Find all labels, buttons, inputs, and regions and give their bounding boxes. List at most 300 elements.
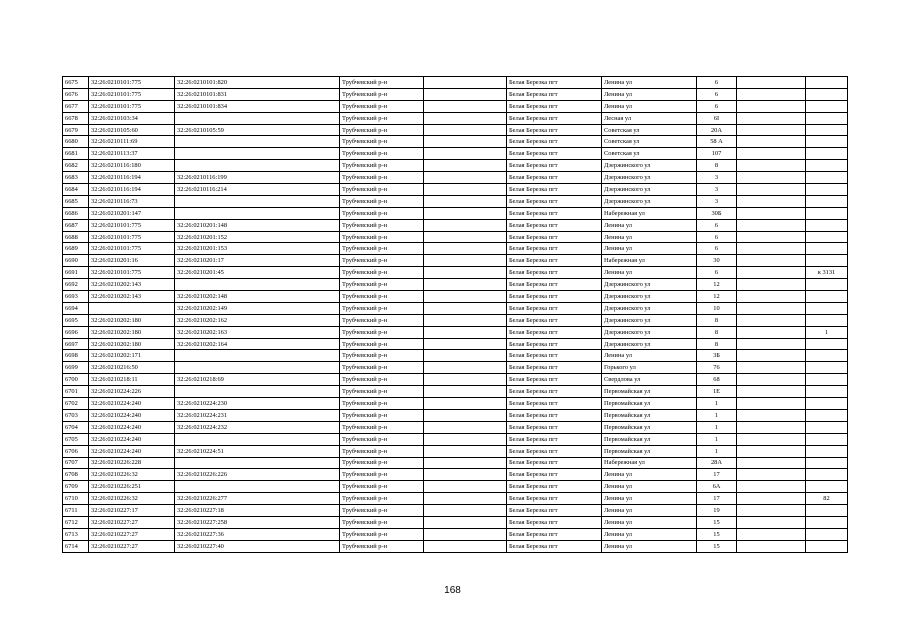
district-cell: Трубчевский р-н xyxy=(340,77,424,89)
settlement-cell: Белая Березка пгт xyxy=(507,219,602,231)
settlement-cell: Белая Березка пгт xyxy=(507,124,602,136)
apartment-cell xyxy=(806,243,848,255)
settlement-cell: Белая Березка пгт xyxy=(507,481,602,493)
cadastral-number-cell xyxy=(89,302,175,314)
building-cadastral-number-cell xyxy=(175,160,340,172)
apartment-cell: 82 xyxy=(806,493,848,505)
empty-cell xyxy=(424,195,507,207)
apartment-cell xyxy=(806,291,848,303)
empty-cell xyxy=(424,267,507,279)
district-cell: Трубчевский р-н xyxy=(340,493,424,505)
settlement-cell: Белая Березка пгт xyxy=(507,77,602,89)
table-row xyxy=(63,469,848,481)
building-cadastral-number-cell: 32:26:0210224:232 xyxy=(175,421,340,433)
empty-cell xyxy=(424,469,507,481)
district-cell: Трубчевский р-н xyxy=(340,314,424,326)
row-number-cell: 6700 xyxy=(63,374,89,386)
house-number-cell: 19 xyxy=(697,505,737,517)
cadastral-number-cell: 32:26:0210224:240 xyxy=(89,398,175,410)
table-row xyxy=(63,338,848,350)
row-number-cell: 6689 xyxy=(63,243,89,255)
settlement-cell: Белая Березка пгт xyxy=(507,314,602,326)
cadastral-number-cell: 32:26:0210227:27 xyxy=(89,516,175,528)
empty-cell xyxy=(424,386,507,398)
house-number-cell: 10 xyxy=(697,302,737,314)
row-number-cell: 6691 xyxy=(63,267,89,279)
street-cell: Ленина ул xyxy=(602,493,697,505)
empty-cell xyxy=(737,457,806,469)
street-cell: Ленина ул xyxy=(602,231,697,243)
table-row xyxy=(63,374,848,386)
row-number-cell: 6690 xyxy=(63,255,89,267)
district-cell: Трубчевский р-н xyxy=(340,469,424,481)
apartment-cell xyxy=(806,302,848,314)
settlement-cell: Белая Березка пгт xyxy=(507,160,602,172)
empty-cell xyxy=(424,291,507,303)
settlement-cell: Белая Березка пгт xyxy=(507,148,602,160)
district-cell: Трубчевский р-н xyxy=(340,505,424,517)
empty-cell xyxy=(737,255,806,267)
district-cell: Трубчевский р-н xyxy=(340,207,424,219)
building-cadastral-number-cell: 32:26:0210201:45 xyxy=(175,267,340,279)
apartment-cell xyxy=(806,469,848,481)
empty-cell xyxy=(424,457,507,469)
street-cell: Горького ул xyxy=(602,362,697,374)
empty-cell xyxy=(424,112,507,124)
empty-cell xyxy=(424,409,507,421)
table-row xyxy=(63,528,848,540)
building-cadastral-number-cell xyxy=(175,433,340,445)
empty-cell xyxy=(424,481,507,493)
house-number-cell: 6А xyxy=(697,481,737,493)
table-row xyxy=(63,386,848,398)
row-number-cell: 6694 xyxy=(63,302,89,314)
row-number-cell: 6698 xyxy=(63,350,89,362)
settlement-cell: Белая Березка пгт xyxy=(507,469,602,481)
district-cell: Трубчевский р-н xyxy=(340,386,424,398)
apartment-cell xyxy=(806,338,848,350)
row-number-cell: 6695 xyxy=(63,314,89,326)
empty-cell xyxy=(737,148,806,160)
street-cell: Ленина ул xyxy=(602,528,697,540)
apartment-cell xyxy=(806,207,848,219)
street-cell: Набережная ул xyxy=(602,255,697,267)
street-cell: Ленина ул xyxy=(602,88,697,100)
table-row xyxy=(63,540,848,552)
house-number-cell: 15 xyxy=(697,528,737,540)
empty-cell xyxy=(424,136,507,148)
district-cell: Трубчевский р-н xyxy=(340,409,424,421)
row-number-cell: 6696 xyxy=(63,326,89,338)
district-cell: Трубчевский р-н xyxy=(340,136,424,148)
building-cadastral-number-cell xyxy=(175,362,340,374)
street-cell: Первомайская ул xyxy=(602,433,697,445)
cadastral-number-cell: 32:26:0210105:60 xyxy=(89,124,175,136)
district-cell: Трубчевский р-н xyxy=(340,302,424,314)
apartment-cell xyxy=(806,314,848,326)
table-row xyxy=(63,409,848,421)
empty-cell xyxy=(737,398,806,410)
settlement-cell: Белая Березка пгт xyxy=(507,528,602,540)
house-number-cell: 6 xyxy=(697,243,737,255)
row-number-cell: 6680 xyxy=(63,136,89,148)
table-row xyxy=(63,291,848,303)
row-number-cell: 6685 xyxy=(63,195,89,207)
house-number-cell: 58 А xyxy=(697,136,737,148)
table-row xyxy=(63,207,848,219)
empty-cell xyxy=(737,279,806,291)
table-row xyxy=(63,350,848,362)
cadastral-number-cell: 32:26:0210224:240 xyxy=(89,445,175,457)
building-cadastral-number-cell xyxy=(175,148,340,160)
empty-cell xyxy=(424,516,507,528)
row-number-cell: 6712 xyxy=(63,516,89,528)
house-number-cell: 12 xyxy=(697,279,737,291)
house-number-cell: 6 xyxy=(697,267,737,279)
row-number-cell: 6686 xyxy=(63,207,89,219)
settlement-cell: Белая Березка пгт xyxy=(507,279,602,291)
street-cell: Дзержинского ул xyxy=(602,326,697,338)
cadastral-number-cell: 32:26:0210101:775 xyxy=(89,77,175,89)
cadastral-number-cell: 32:26:0210226:251 xyxy=(89,481,175,493)
table-row xyxy=(63,148,848,160)
table-row xyxy=(63,445,848,457)
empty-cell xyxy=(424,398,507,410)
empty-cell xyxy=(737,338,806,350)
building-cadastral-number-cell: 32:26:0210101:831 xyxy=(175,88,340,100)
empty-cell xyxy=(424,148,507,160)
district-cell: Трубчевский р-н xyxy=(340,100,424,112)
empty-cell xyxy=(424,124,507,136)
settlement-cell: Белая Березка пгт xyxy=(507,231,602,243)
building-cadastral-number-cell: 32:26:0210227:258 xyxy=(175,516,340,528)
apartment-cell xyxy=(806,362,848,374)
cadastral-number-cell: 32:26:0210201:16 xyxy=(89,255,175,267)
row-number-cell: 6679 xyxy=(63,124,89,136)
district-cell: Трубчевский р-н xyxy=(340,267,424,279)
empty-cell xyxy=(737,362,806,374)
street-cell: Ленина ул xyxy=(602,505,697,517)
street-cell: Первомайская ул xyxy=(602,398,697,410)
empty-cell xyxy=(737,124,806,136)
settlement-cell: Белая Березка пгт xyxy=(507,457,602,469)
empty-cell xyxy=(737,112,806,124)
settlement-cell: Белая Березка пгт xyxy=(507,88,602,100)
apartment-cell xyxy=(806,219,848,231)
house-number-cell: 8 xyxy=(697,160,737,172)
district-cell: Трубчевский р-н xyxy=(340,481,424,493)
district-cell: Трубчевский р-н xyxy=(340,362,424,374)
apartment-cell xyxy=(806,195,848,207)
row-number-cell: 6701 xyxy=(63,386,89,398)
apartment-cell xyxy=(806,421,848,433)
empty-cell xyxy=(424,77,507,89)
empty-cell xyxy=(737,493,806,505)
building-cadastral-number-cell: 32:26:0210202:162 xyxy=(175,314,340,326)
settlement-cell: Белая Березка пгт xyxy=(507,374,602,386)
row-number-cell: 6709 xyxy=(63,481,89,493)
building-cadastral-number-cell xyxy=(175,136,340,148)
cadastral-number-cell: 32:26:0210202:143 xyxy=(89,291,175,303)
street-cell: Дзержинского ул xyxy=(602,302,697,314)
empty-cell xyxy=(737,243,806,255)
house-number-cell: 1 xyxy=(697,398,737,410)
empty-cell xyxy=(424,88,507,100)
row-number-cell: 6704 xyxy=(63,421,89,433)
street-cell: Дзержинского ул xyxy=(602,172,697,184)
street-cell: Дзержинского ул xyxy=(602,195,697,207)
street-cell: Ленина ул xyxy=(602,100,697,112)
building-cadastral-number-cell xyxy=(175,195,340,207)
table-row xyxy=(63,124,848,136)
street-cell: Дзержинского ул xyxy=(602,291,697,303)
table-row xyxy=(63,493,848,505)
row-number-cell: 6676 xyxy=(63,88,89,100)
building-cadastral-number-cell: 32:26:0210116:214 xyxy=(175,184,340,196)
row-number-cell: 6711 xyxy=(63,505,89,517)
apartment-cell xyxy=(806,279,848,291)
row-number-cell: 6684 xyxy=(63,184,89,196)
row-number-cell: 6682 xyxy=(63,160,89,172)
apartment-cell xyxy=(806,100,848,112)
building-cadastral-number-cell xyxy=(175,350,340,362)
cadastral-number-cell: 32:26:0210218:11 xyxy=(89,374,175,386)
cadastral-number-cell: 32:26:0210101:775 xyxy=(89,219,175,231)
building-cadastral-number-cell: 32:26:0210227:18 xyxy=(175,505,340,517)
cadastral-number-cell: 32:26:0210202:180 xyxy=(89,314,175,326)
empty-cell xyxy=(737,528,806,540)
settlement-cell: Белая Березка пгт xyxy=(507,302,602,314)
settlement-cell: Белая Березка пгт xyxy=(507,421,602,433)
apartment-cell xyxy=(806,112,848,124)
table-row xyxy=(63,398,848,410)
building-cadastral-number-cell: 32:26:0210105:59 xyxy=(175,124,340,136)
cadastral-number-cell: 32:26:0210101:775 xyxy=(89,243,175,255)
cadastral-number-cell: 32:26:0210202:143 xyxy=(89,279,175,291)
row-number-cell: 6675 xyxy=(63,77,89,89)
settlement-cell: Белая Березка пгт xyxy=(507,207,602,219)
street-cell: Дзержинского ул xyxy=(602,314,697,326)
house-number-cell: 30Б xyxy=(697,207,737,219)
street-cell: Первомайская ул xyxy=(602,421,697,433)
house-number-cell: 6 xyxy=(697,100,737,112)
table-row xyxy=(63,267,848,279)
table-row xyxy=(63,77,848,89)
table-row xyxy=(63,457,848,469)
empty-cell xyxy=(737,88,806,100)
building-cadastral-number-cell xyxy=(175,386,340,398)
table-row xyxy=(63,516,848,528)
settlement-cell: Белая Березка пгт xyxy=(507,516,602,528)
street-cell: Ленина ул xyxy=(602,516,697,528)
cadastral-number-cell: 32:26:0210202:171 xyxy=(89,350,175,362)
district-cell: Трубчевский р-н xyxy=(340,457,424,469)
street-cell: Ленина ул xyxy=(602,77,697,89)
house-number-cell: 6І xyxy=(697,112,737,124)
empty-cell xyxy=(737,350,806,362)
house-number-cell: 3 xyxy=(697,195,737,207)
building-cadastral-number-cell: 32:26:0210202:148 xyxy=(175,291,340,303)
street-cell: Свердлова ул xyxy=(602,374,697,386)
empty-cell xyxy=(737,421,806,433)
row-number-cell: 6699 xyxy=(63,362,89,374)
cadastral-number-cell: 32:26:0210101:775 xyxy=(89,267,175,279)
street-cell: Дзержинского ул xyxy=(602,279,697,291)
settlement-cell: Белая Березка пгт xyxy=(507,362,602,374)
district-cell: Трубчевский р-н xyxy=(340,160,424,172)
apartment-cell: 1 xyxy=(806,326,848,338)
house-number-cell: 8 xyxy=(697,314,737,326)
cadastral-number-cell: 32:26:0210224:240 xyxy=(89,409,175,421)
table-row xyxy=(63,505,848,517)
house-number-cell: 68 xyxy=(697,374,737,386)
table-body xyxy=(63,77,848,553)
cadastral-number-cell: 32:26:0210116:180 xyxy=(89,160,175,172)
table-row xyxy=(63,88,848,100)
cadastral-number-cell: 32:26:0210227:27 xyxy=(89,528,175,540)
row-number-cell: 6677 xyxy=(63,100,89,112)
cadastral-number-cell: 32:26:0210224:226 xyxy=(89,386,175,398)
cadastral-number-cell: 32:26:0210227:27 xyxy=(89,540,175,552)
row-number-cell: 6713 xyxy=(63,528,89,540)
house-number-cell: 1 xyxy=(697,445,737,457)
district-cell: Трубчевский р-н xyxy=(340,350,424,362)
empty-cell xyxy=(424,207,507,219)
street-cell: Ленина ул xyxy=(602,219,697,231)
table-row xyxy=(63,219,848,231)
settlement-cell: Белая Березка пгт xyxy=(507,350,602,362)
street-cell: Ленина ул xyxy=(602,469,697,481)
empty-cell xyxy=(737,445,806,457)
empty-cell xyxy=(424,433,507,445)
apartment-cell xyxy=(806,528,848,540)
district-cell: Трубчевский р-н xyxy=(340,243,424,255)
apartment-cell xyxy=(806,88,848,100)
empty-cell xyxy=(737,314,806,326)
apartment-cell xyxy=(806,516,848,528)
cadastral-number-cell: 32:26:0210202:180 xyxy=(89,338,175,350)
apartment-cell xyxy=(806,160,848,172)
settlement-cell: Белая Березка пгт xyxy=(507,172,602,184)
district-cell: Трубчевский р-н xyxy=(340,195,424,207)
table-row xyxy=(63,326,848,338)
cadastral-number-cell: 32:26:0210116:73 xyxy=(89,195,175,207)
apartment-cell xyxy=(806,386,848,398)
empty-cell xyxy=(424,255,507,267)
empty-cell xyxy=(737,326,806,338)
apartment-cell xyxy=(806,77,848,89)
house-number-cell: 3Б xyxy=(697,350,737,362)
house-number-cell: 1Е xyxy=(697,386,737,398)
table-row xyxy=(63,172,848,184)
row-number-cell: 6687 xyxy=(63,219,89,231)
settlement-cell: Белая Березка пгт xyxy=(507,326,602,338)
settlement-cell: Белая Березка пгт xyxy=(507,184,602,196)
house-number-cell: 3 xyxy=(697,172,737,184)
empty-cell xyxy=(737,184,806,196)
district-cell: Трубчевский р-н xyxy=(340,255,424,267)
row-number-cell: 6708 xyxy=(63,469,89,481)
apartment-cell xyxy=(806,433,848,445)
empty-cell xyxy=(737,386,806,398)
building-cadastral-number-cell xyxy=(175,207,340,219)
empty-cell xyxy=(737,77,806,89)
row-number-cell: 6683 xyxy=(63,172,89,184)
empty-cell xyxy=(424,231,507,243)
apartment-cell xyxy=(806,231,848,243)
building-cadastral-number-cell: 32:26:0210101:820 xyxy=(175,77,340,89)
empty-cell xyxy=(424,302,507,314)
street-cell: Первомайская ул xyxy=(602,445,697,457)
cadastral-number-cell: 32:26:0210101:775 xyxy=(89,100,175,112)
table-row xyxy=(63,136,848,148)
settlement-cell: Белая Березка пгт xyxy=(507,243,602,255)
street-cell: Советская ул xyxy=(602,136,697,148)
cadastral-number-cell: 32:26:0210103:34 xyxy=(89,112,175,124)
settlement-cell: Белая Березка пгт xyxy=(507,433,602,445)
empty-cell xyxy=(737,481,806,493)
house-number-cell: 6 xyxy=(697,219,737,231)
table-row xyxy=(63,314,848,326)
cadastral-number-cell: 32:26:0210111:69 xyxy=(89,136,175,148)
street-cell: Ленина ул xyxy=(602,267,697,279)
house-number-cell: 28А xyxy=(697,457,737,469)
table-row xyxy=(63,160,848,172)
street-cell: Ленина ул xyxy=(602,540,697,552)
building-cadastral-number-cell: 32:26:0210202:163 xyxy=(175,326,340,338)
district-cell: Трубчевский р-н xyxy=(340,445,424,457)
empty-cell xyxy=(737,469,806,481)
house-number-cell: 8 xyxy=(697,338,737,350)
building-cadastral-number-cell: 32:26:0210227:36 xyxy=(175,528,340,540)
building-cadastral-number-cell: 32:26:0210226:226 xyxy=(175,469,340,481)
street-cell: Дзержинского ул xyxy=(602,184,697,196)
row-number-cell: 6714 xyxy=(63,540,89,552)
empty-cell xyxy=(424,314,507,326)
district-cell: Трубчевский р-н xyxy=(340,374,424,386)
district-cell: Трубчевский р-н xyxy=(340,279,424,291)
apartment-cell xyxy=(806,136,848,148)
building-cadastral-number-cell: 32:26:0210201:17 xyxy=(175,255,340,267)
house-number-cell: 20А xyxy=(697,124,737,136)
apartment-cell xyxy=(806,540,848,552)
settlement-cell: Белая Березка пгт xyxy=(507,445,602,457)
apartment-cell xyxy=(806,398,848,410)
settlement-cell: Белая Березка пгт xyxy=(507,255,602,267)
empty-cell xyxy=(424,243,507,255)
settlement-cell: Белая Березка пгт xyxy=(507,100,602,112)
house-number-cell: 107 xyxy=(697,148,737,160)
settlement-cell: Белая Березка пгт xyxy=(507,409,602,421)
empty-cell xyxy=(737,172,806,184)
apartment-cell xyxy=(806,184,848,196)
settlement-cell: Белая Березка пгт xyxy=(507,398,602,410)
district-cell: Трубчевский р-н xyxy=(340,231,424,243)
street-cell: Дзержинского ул xyxy=(602,160,697,172)
district-cell: Трубчевский р-н xyxy=(340,516,424,528)
table-row xyxy=(63,255,848,267)
settlement-cell: Белая Березка пгт xyxy=(507,540,602,552)
empty-cell xyxy=(737,516,806,528)
empty-cell xyxy=(737,160,806,172)
row-number-cell: 6705 xyxy=(63,433,89,445)
row-number-cell: 6693 xyxy=(63,291,89,303)
row-number-cell: 6697 xyxy=(63,338,89,350)
empty-cell xyxy=(737,231,806,243)
empty-cell xyxy=(737,291,806,303)
settlement-cell: Белая Березка пгт xyxy=(507,291,602,303)
row-number-cell: 6703 xyxy=(63,409,89,421)
